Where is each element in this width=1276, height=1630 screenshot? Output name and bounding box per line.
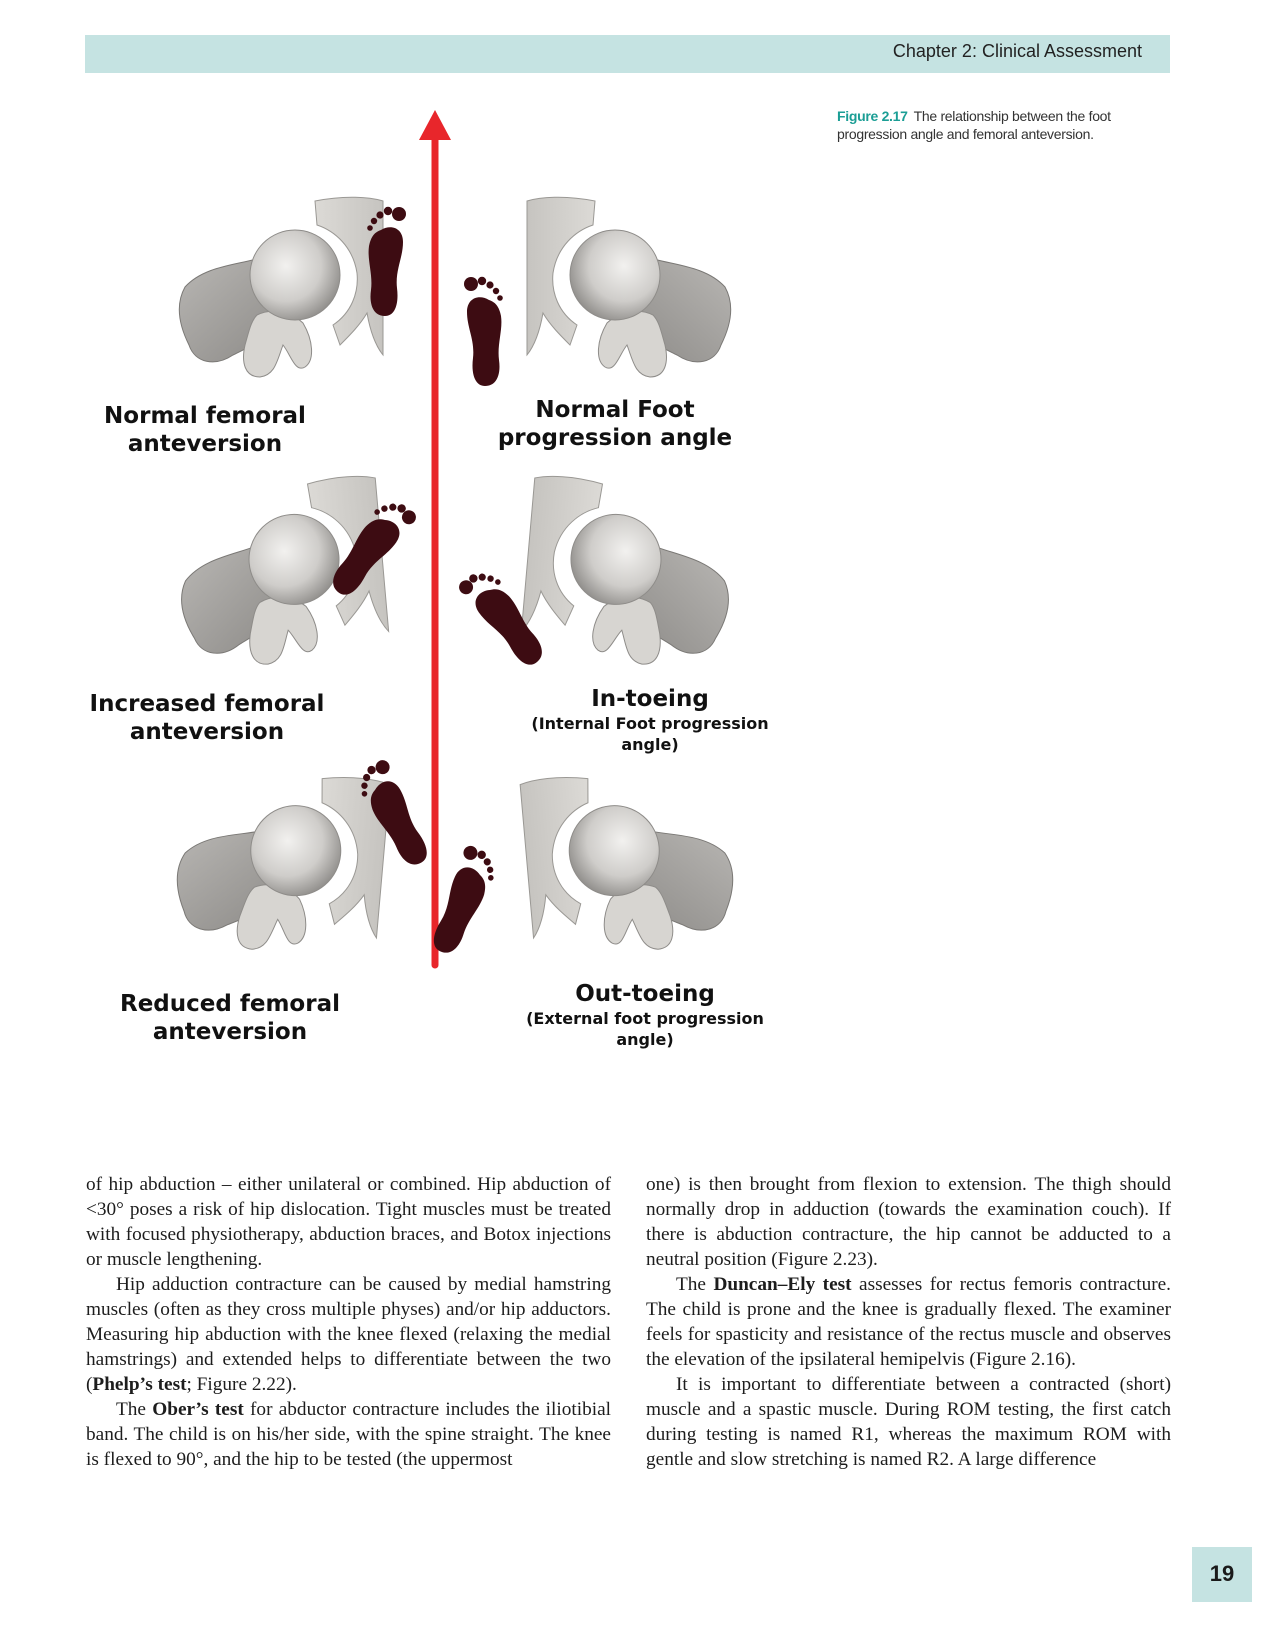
label-increased-femoral-anteversion [77,690,337,746]
label-line-2: (External foot progression [526,1009,764,1028]
paragraph [86,1272,611,1397]
label-line-2: (Internal Foot progression [531,714,769,733]
text-span: ; Figure 2.22). [186,1374,297,1395]
progression-arrow-head [419,110,451,140]
text-span: The [116,1399,153,1420]
body-column-left [86,1172,611,1472]
paragraph [86,1397,611,1472]
text-span: Hip adduction contracture can be caused by medial hamstring muscles (often as they cross multiple physes) and/or hip adductors. Measuring hip abduction with the knee flexed (relaxing the medial hamstrings) and extended helps to differentiate between the two ( [86,1274,611,1395]
figure-label: Figure 2.17 [837,108,908,124]
hip-normal-progression [527,197,731,377]
label-line-2: anteversion [127,431,283,457]
label-line-1: Normal femoral [104,403,306,429]
term-phelps-test: Phelp’s test [92,1374,187,1395]
hip-out-toeing [520,763,739,960]
hip-normal-anteversion [179,197,383,377]
hip-reduced-anteversion [172,763,391,960]
term-obers-test: Ober’s test [152,1399,244,1420]
text-span: for abductor contracture includes the iliotibial band. The child is on his/her side, with the spine straight. The knee is flexed to 90°, and the hip to be tested (the uppermost [86,1399,612,1470]
text-span: assesses for rectus femoris contracture. The child is prone and the knee is gradually flexed. The examiner feels for spasticity and resistance of the rectus muscle and observes the elevation of the ipsilateral hemipelvis (Figure 2.16). [646,1274,1172,1370]
chapter-title: Chapter 2: Clinical Assessment [892,41,1142,61]
label-line-1: Normal Foot [535,397,695,423]
label-out-toeing [500,980,790,1050]
paragraph: of hip abduction – either unilateral or combined. Hip abduction of <30° poses a risk of hip dislocation. Tight muscles must be treated with focused physiotherapy, abduction braces, and Botox injections or muscle lengthening. [86,1174,611,1270]
footprint-normal-right [464,277,503,386]
label-line-3: angle) [621,735,679,754]
label-line-3: angle) [616,1030,674,1049]
label-normal-foot-progression [485,396,745,452]
page-number-box [1192,1547,1252,1602]
label-line-2: progression angle [497,425,733,451]
label-reduced-femoral-anteversion [105,990,355,1046]
paragraph: It is important to differentiate between a contracted (short) muscle and a spastic muscle. During ROM testing, the first catch during testing is named R1, whereas the maximum ROM with gentle and slow stretching is named R2. A large difference [646,1374,1171,1470]
hip-in-toeing [519,474,738,671]
label-line-1: Out-toeing [575,981,715,1007]
label-line-2: anteversion [129,719,285,745]
body-column-right [646,1172,1171,1472]
chapter-header-bar [85,35,1170,73]
label-line-1: In-toeing [591,686,709,712]
term-duncan-ely-test: Duncan–Ely test [713,1274,852,1295]
paragraph: one) is then brought from flexion to extension. The thigh should normally drop in adduction (towards the examination couch). If there is abduction contracture, the hip cannot be adducted to a neutral position (Figure 2.23). [646,1174,1171,1270]
label-line-2: anteversion [152,1019,308,1045]
figure-illustration [85,100,825,1090]
page-number: 19 [1209,1561,1235,1586]
text-span: The [676,1274,714,1295]
label-line-1: Reduced femoral [120,991,340,1017]
paragraph [646,1272,1171,1372]
figure-caption [837,107,1177,143]
figure-caption-text: The relationship between the foot progression angle and femoral anteversion. [837,108,1111,142]
figure-2-17 [85,100,825,1090]
label-normal-femoral-anteversion [85,402,325,458]
label-line-1: Increased femoral [89,691,325,717]
footprint-normal-left [367,207,406,316]
label-in-toeing [505,685,795,755]
